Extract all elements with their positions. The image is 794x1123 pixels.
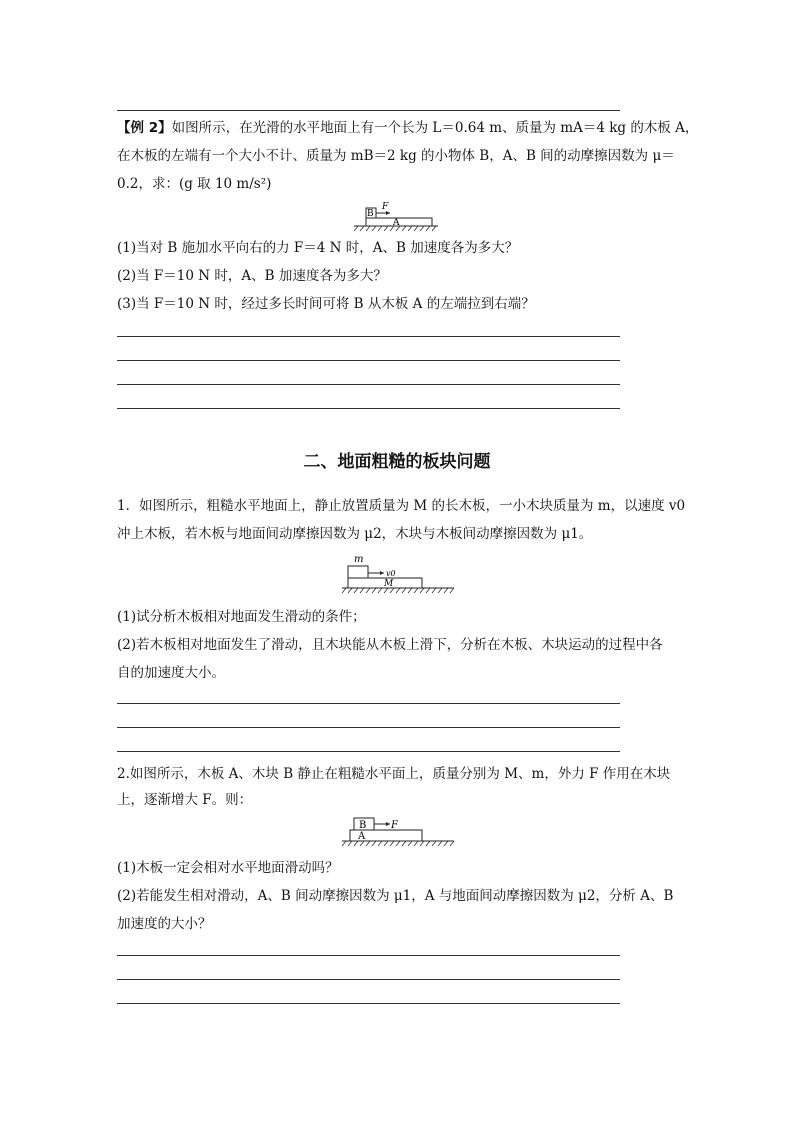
board-a-label: A: [393, 218, 400, 228]
answer-line: [117, 408, 620, 409]
problem1-line2: 冲上木板，若木板与地面间动摩擦因数为 μ2，木块与木板间动摩擦因数为 μ1。: [117, 526, 593, 542]
problem1-q1: (1)试分析木板相对地面发生滑动的条件；: [117, 609, 366, 625]
answer-line: [117, 384, 620, 385]
example2-line1: 【例 2】如图所示，在光滑的水平地面上有一个长为 L＝0.64 m、质量为 mA＝4 kg 的木板 A，: [117, 120, 699, 136]
velocity-label: v0: [386, 569, 396, 578]
top-divider: [117, 110, 620, 111]
example2-q3: (3)当 F＝10 N 时，经过多长时间可将 B 从木板 A 的左端拉到右端？: [117, 296, 535, 312]
force-label: F: [391, 820, 398, 831]
board-m-label: M: [384, 579, 394, 589]
example2-line3: 0.2，求：(g 取 10 m/s²): [117, 176, 272, 192]
problem2-q2b: 加速度的大小？: [117, 916, 212, 932]
board-a-label: A: [358, 831, 366, 842]
problem1-line1: 1．如图所示，粗糙水平地面上，静止放置质量为 M 的长木板，一小木块质量为 m，以速度 v0: [117, 498, 686, 514]
problem1-q2b: 自的加速度大小。: [117, 665, 225, 681]
block-m-small: [348, 566, 368, 578]
problem2-q2a: (2)若能发生相对滑动，A、B 间动摩擦因数为 μ1，A 与地面间动摩擦因数为 μ2，分析 A、B: [117, 888, 674, 904]
problem2-line1: 2.如图所示，木板 A、木块 B 静止在粗糙水平面上，质量分别为 M、m，外力 F 作用在木块: [117, 766, 671, 782]
answer-line: [117, 955, 620, 956]
answer-line: [117, 1003, 620, 1004]
ground: [342, 588, 454, 593]
example2-figure: [352, 200, 442, 232]
section-title: 二、地面粗糙的板块问题: [303, 452, 491, 472]
example2-q2: (2)当 F＝10 N 时，A、B 加速度各为多大？: [117, 268, 387, 284]
answer-line: [117, 703, 620, 704]
answer-line: [117, 751, 620, 752]
answer-line: [117, 979, 620, 980]
answer-line: [117, 360, 620, 361]
problem1-q2a: (2)若木板相对地面发生了滑动，且木块能从木板上滑下，分析在木板、木块运动的过程中各: [117, 637, 663, 653]
block-b-label: B: [359, 820, 367, 831]
problem1-figure: [340, 551, 458, 597]
block-b-label: B: [367, 209, 374, 219]
problem2-line2: 上，逐渐增大 F。则：: [117, 792, 253, 808]
problem2-figure: [340, 813, 458, 849]
answer-line: [117, 727, 620, 728]
block-m-label: m: [354, 554, 364, 565]
example2-line2: 在木板的左端有一个大小不计、质量为 mB＝2 kg 的小物体 B，A、B 间的动摩擦因数为 μ＝: [117, 148, 675, 164]
answer-line: [117, 336, 620, 337]
example2-q1: (1)当对 B 施加水平向右的力 F＝4 N 时，A、B 加速度各为多大？: [117, 240, 519, 256]
force-label: F: [382, 202, 389, 212]
problem2-q1: (1)木板一定会相对水平地面滑动吗？: [117, 860, 339, 876]
example-label: 【例 2】: [117, 120, 172, 136]
